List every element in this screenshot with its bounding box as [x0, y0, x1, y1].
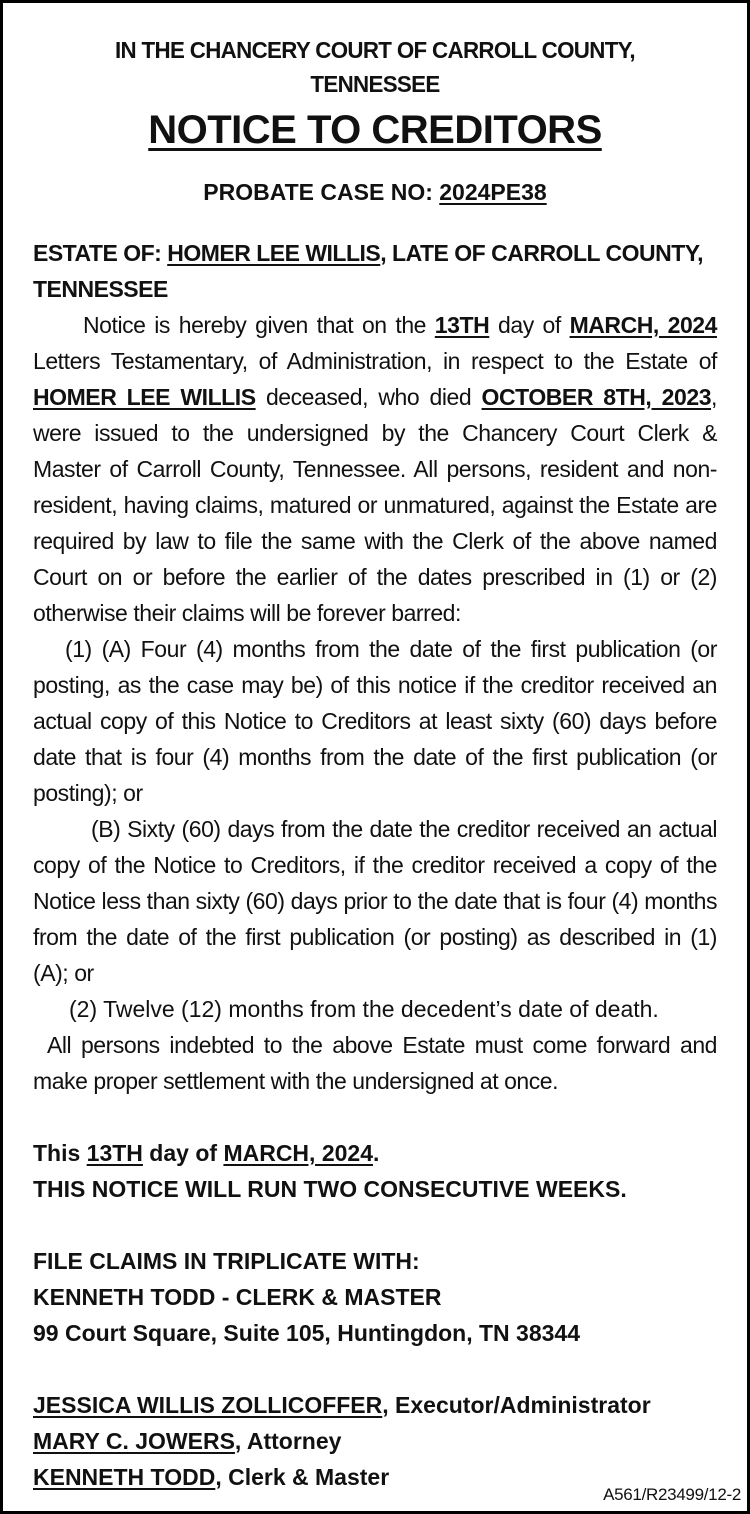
clause-1a: (1) (A) Four (4) months from the date of the first publication (or posting, as the case may be) of this notice if the creditor received an actual copy of this Notice to Creditors at least sixty (60) days before date that is four (4) months from the date of the first publication (or posting); or: [33, 636, 717, 806]
clause-1b: (B) Sixty (60) days from the date the creditor received an actual copy of the Notice to Creditors, if the creditor received a copy of the Notice less than sixty (60) days prior to the date that is four (4) months from the date of the first publication (or posting) as described in (1) (A); or: [33, 816, 717, 986]
signer-executor: [33, 1387, 717, 1423]
decedent-name: HOMER LEE WILLIS: [33, 384, 256, 410]
notice-text: Notice is hereby given that on the: [83, 312, 435, 338]
estate-label: ESTATE OF:: [33, 240, 168, 266]
notice-text: day of: [489, 312, 570, 338]
settlement-paragraph: All persons indebted to the above Estate must come forward and make proper settlement with the undersigned at once.: [33, 1032, 717, 1094]
dated-month: MARCH, 2024: [223, 1140, 373, 1166]
signer-role: , Clerk & Master: [215, 1464, 390, 1490]
dated-line: [33, 1135, 717, 1171]
signer-role: , Attorney: [234, 1428, 342, 1454]
clerk-name: KENNETH TODD - CLERK & MASTER: [33, 1284, 442, 1310]
dated-text: day of: [142, 1140, 224, 1166]
case-number-line: [33, 177, 717, 207]
file-claims-heading: FILE CLAIMS IN TRIPLICATE WITH:: [33, 1248, 420, 1274]
date-of-death: OCTOBER 8TH, 2023: [481, 384, 712, 410]
run-notice: THIS NOTICE WILL RUN TWO CONSECUTIVE WEEKS.: [33, 1176, 627, 1202]
clause-2: (2) Twelve (12) months from the decedent’s date of death.: [69, 996, 659, 1022]
dated-day: 13TH: [86, 1140, 143, 1166]
estate-name: HOMER LEE WILLIS: [167, 240, 381, 266]
letters-day: 13TH: [434, 312, 490, 338]
dated-text: This: [33, 1140, 87, 1166]
clerk-address: 99 Court Square, Suite 105, Huntingdon, TN 38344: [33, 1320, 581, 1346]
notice-text: , were issued to the undersigned by the Chancery Court Clerk & Master of Carroll County, Tennessee. All persons, resident and non-resident, having claims, matured or unmatured, against the Estate are required by law to file the same with the Clerk of the above named Court on or before the earlier of the dates prescribed in (1) or (2) otherwise their claims will be forever barred:: [33, 384, 717, 626]
case-label: PROBATE CASE NO:: [203, 179, 440, 205]
signer-name: JESSICA WILLIS ZOLLICOFFER: [33, 1392, 383, 1418]
case-number: 2024PE38: [439, 179, 547, 205]
reference-code: A561/R23499/12-2: [603, 1485, 741, 1504]
notice-title: [33, 105, 717, 155]
signer-name: MARY C. JOWERS: [33, 1428, 235, 1454]
estate-suffix: , LATE OF CARROLL COUNTY, TENNESSEE: [33, 240, 703, 302]
signer-attorney: [33, 1423, 717, 1459]
notice-text: Letters Testamentary, of Administration, in respect to the Estate of: [33, 348, 717, 374]
signer-role: , Executor/Administrator: [382, 1392, 651, 1418]
court-heading: IN THE CHANCERY COURT OF CARROLL COUNTY, TENNESSEE: [115, 37, 635, 97]
notice-paragraph: [33, 307, 717, 631]
letters-month: MARCH, 2024: [569, 312, 717, 338]
notice-title-text: NOTICE TO CREDITORS: [148, 108, 602, 152]
dated-text: .: [372, 1140, 380, 1166]
estate-line: [33, 235, 717, 307]
signer-name: KENNETH TODD: [33, 1464, 216, 1490]
notice-text: deceased, who died: [255, 384, 482, 410]
